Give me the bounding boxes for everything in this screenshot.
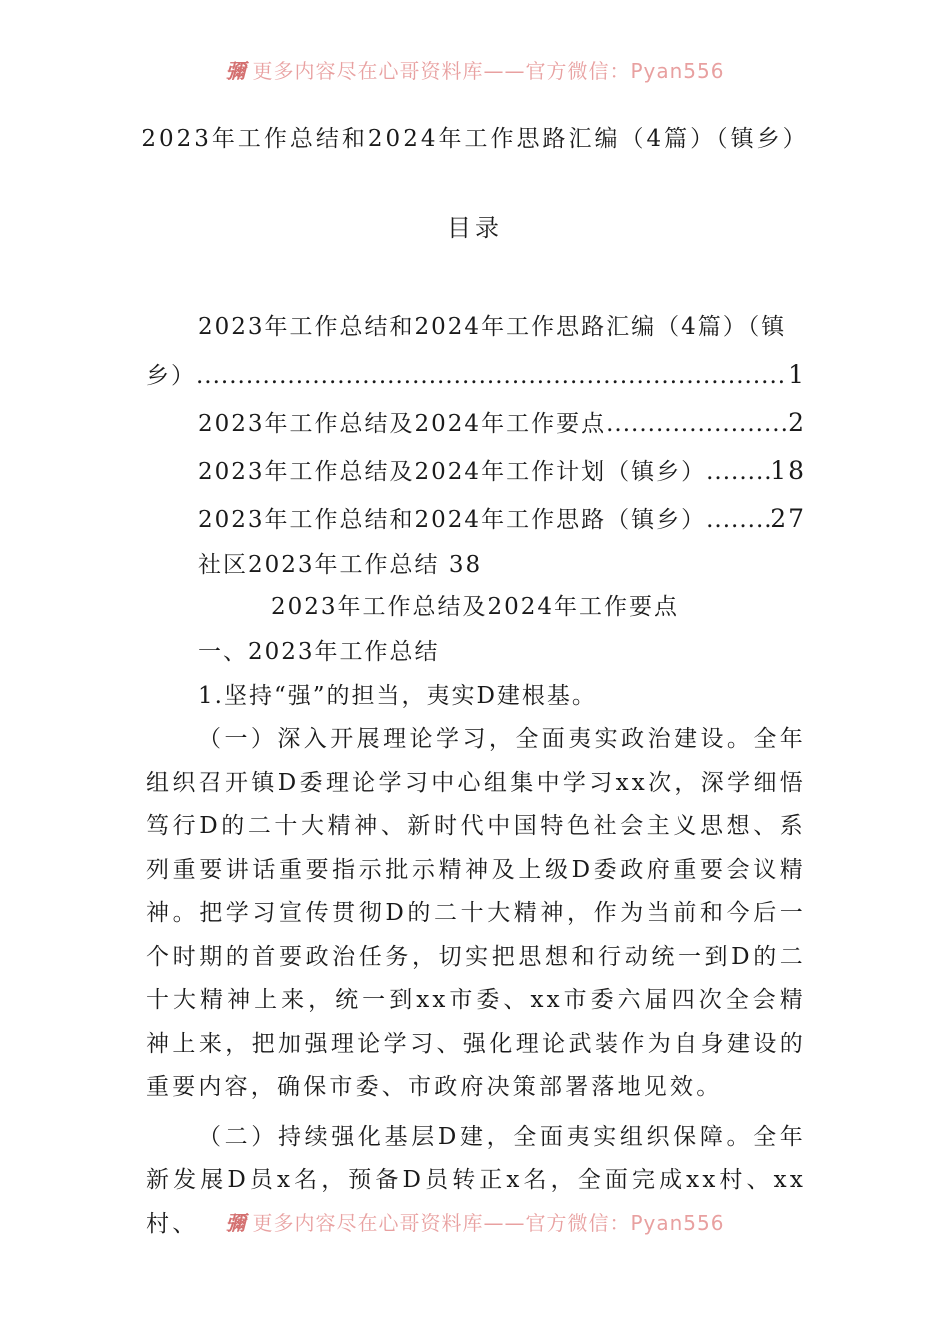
toc-entry-text: 2023年工作总结和2024年工作思路汇编（4篇）（镇 <box>198 314 787 340</box>
toc-entry-1-line-2[interactable] <box>146 351 806 399</box>
toc-entry-text: 乡） <box>146 363 196 389</box>
toc-entry-text: 2023年工作总结及2024年工作计划（镇乡） <box>198 459 707 485</box>
watermark-logo-icon: 彌 <box>225 1211 247 1235</box>
toc-entry-1-line-1[interactable] <box>146 303 806 351</box>
document-body <box>146 630 806 1246</box>
heading-level-1: 一、2023年工作总结 <box>198 639 440 665</box>
toc-page-number: 27 <box>770 504 806 533</box>
toc-leader-dots <box>606 400 788 448</box>
toc-entry-text: 2023年工作总结和2024年工作思路（镇乡） <box>198 507 707 533</box>
toc-entry-text: 2023年工作总结及2024年工作要点 <box>198 411 607 437</box>
toc-page-number: 1 <box>788 360 806 389</box>
watermark-text: 更多内容尽在心哥资料库——官方微信：Pyan556 <box>252 59 725 83</box>
toc-leader-dots <box>706 496 770 544</box>
paragraph-1: （一）深入开展理论学习，全面夷实政治建设。全年组织召开镇D委理论学习中心组集中学习xx次，深学细悟笃行D的二十大精神、新时代中国特色社会主义思想、系列重要讲话重要指示批示精神及上级D委政府重要会议精神。把学习宣传贯彻D的二十大精神，作为当前和今后一个时期的首要政治任务，切实把思想和行动统一到D的二十大精神上来，统一到xx市委、xx市委六届四次全会精神上来，把加强理论学习、强化理论武装作为自身建设的重要内容，确保市委、市政府决策部署落地见效。 <box>146 726 806 1100</box>
toc-heading: 目录 <box>447 214 503 242</box>
toc-entry-4[interactable] <box>146 495 806 543</box>
section-title: 2023年工作总结及2024年工作要点 <box>270 594 680 620</box>
toc-entry-3[interactable] <box>146 447 806 495</box>
toc-entry-2[interactable] <box>146 399 806 447</box>
document-title: 2023年工作总结和2024年工作思路汇编（4篇）（镇乡） <box>141 126 809 152</box>
table-of-contents <box>146 303 806 587</box>
watermark-text: 更多内容尽在心哥资料库——官方微信：Pyan556 <box>252 1211 725 1235</box>
watermark-logo-icon: 彌 <box>225 59 247 83</box>
toc-entry-5[interactable] <box>146 543 806 587</box>
heading-level-2: 1.坚持“强”的担当，夷实D建根基。 <box>198 683 597 709</box>
paragraph-2: （二）持续强化基层D建，全面夷实组织保障。全年新发展D员x名，预备D员转正x名，全面完成xx村、xx村、 <box>146 1123 806 1237</box>
watermark-bottom <box>0 1210 950 1236</box>
toc-page-number: 2 <box>788 408 806 437</box>
toc-leader-dots <box>706 448 770 496</box>
toc-entry-text: 社区2023年工作总结 38 <box>198 552 483 578</box>
toc-leader-dots <box>196 352 788 400</box>
watermark-top <box>0 58 950 84</box>
toc-page-number: 18 <box>770 456 806 485</box>
